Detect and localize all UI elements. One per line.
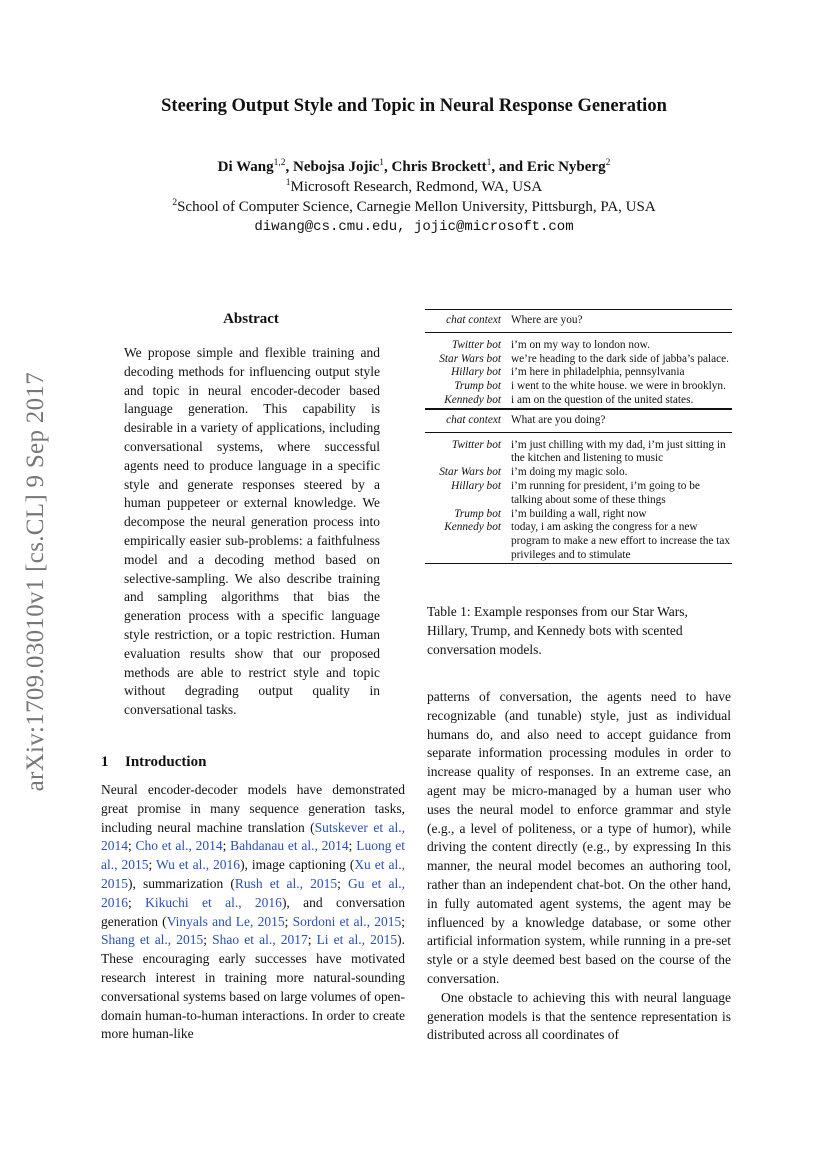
section-heading: 1 Introduction bbox=[101, 754, 207, 770]
table-row bbox=[425, 466, 732, 480]
citation-link[interactable]: Shao et al., 2017 bbox=[212, 932, 308, 948]
citation-link[interactable]: Shang et al., 2015 bbox=[101, 932, 204, 948]
paragraph: patterns of conversation, the agents need to have recognizable (and tunable) style, just as individual humans do, and also need to accept guidance from separate information processing modules in order to increase quality of responses. In an extreme case, an agent may be micro-managed by a human user who uses the neural model to enforce grammar and style (e.g., a level of politeness, or a type of humor), while driving the content directly (e.g., by expressing In this manner, the neural model becomes an authoring tool, rather than an independent chat-bot. On the other hand, in fully automated agent systems, the agent may be influenced by a knowledge database, or some other artificial information system, while running in a pre-set style or a style deemed best based on the course of the conversation. bbox=[427, 689, 731, 986]
response-cell: i’m doing my magic solo. bbox=[511, 466, 628, 479]
citation-link[interactable]: Cho et al., 2014 bbox=[135, 838, 223, 854]
author: Di Wang$^{1,2}$, bbox=[217, 158, 294, 175]
speaker-cell: Star Wars bot bbox=[439, 352, 501, 365]
introduction-paragraph bbox=[101, 781, 405, 1044]
context-label: chat context bbox=[446, 314, 501, 326]
table-caption: Table 1: Example responses from our Star Wars, Hillary, Trump, and Kennedy bots with scented conversation models. bbox=[427, 604, 688, 657]
affiliation: $^1$Microsoft Research, Redmond, WA, USA bbox=[285, 178, 543, 195]
paragraph: One obstacle to achieving this with neural language generation models is that the sentence representation is distributed across all coordinates of bbox=[427, 989, 731, 1043]
table-row bbox=[425, 310, 732, 333]
citation-link[interactable]: Wu et al., 2016 bbox=[155, 857, 241, 873]
table-row bbox=[425, 394, 732, 409]
intro-text: ), summarization ( bbox=[128, 875, 235, 891]
speaker-cell: Hillary bot bbox=[451, 479, 501, 492]
intro-text: ; bbox=[348, 838, 357, 854]
response-cell: i’m here in philadelphia, pennsylvania bbox=[511, 366, 685, 379]
author-emails: diwang@cs.cmu.edu, jojic@microsoft.com bbox=[254, 219, 574, 235]
table-row bbox=[425, 366, 732, 380]
paper-title: Steering Output Style and Topic in Neural Response Generation bbox=[161, 96, 667, 116]
speaker-cell: Twitter bot bbox=[425, 332, 511, 352]
table-row bbox=[425, 480, 732, 508]
author: Eric Nyberg$^2$ bbox=[526, 158, 611, 175]
intro-text: ; bbox=[203, 932, 213, 948]
citation-link[interactable]: Kikuchi et al., 2016 bbox=[145, 894, 282, 910]
citation-link[interactable]: Gu et al., 2016 bbox=[101, 875, 405, 910]
response-cell: i’m on my way to london now. bbox=[511, 332, 732, 352]
table-row bbox=[425, 332, 732, 352]
intro-text: ; bbox=[128, 894, 146, 910]
context-text: What are you doing? bbox=[511, 409, 732, 432]
body-text-right-column bbox=[427, 688, 731, 1045]
intro-text: ; bbox=[401, 913, 405, 929]
citation-link[interactable]: Bahdanau et al., 2014 bbox=[230, 838, 349, 854]
speaker-cell: Hillary bot bbox=[451, 366, 501, 379]
response-cell: i’m running for president, i’m going to be talking about some of these things bbox=[511, 479, 700, 506]
citation-link[interactable]: Sutskever et al., 2014 bbox=[101, 819, 405, 854]
example-responses-table bbox=[425, 309, 732, 564]
speaker-cell: Kennedy bot bbox=[444, 393, 501, 406]
table-row bbox=[425, 508, 732, 522]
response-cell: i went to the white house. we were in brooklyn. bbox=[511, 380, 726, 393]
abstract-text: We propose simple and flexible training and decoding methods for influencing output style and topic in neural encoder-decoder based language generation. This capability is desirable in a variety of applications, including conversational systems, where successful agents need to produce language in a specific style and generate responses steered by a human puppeteer or external knowledge. We decompose the neural generation process into empirically easier sub-problems: a faithfulness model and a decoding method based on selective-sampling. We also describe training and sampling algorithms that bias the generation process with a specific language style restriction, or a topic restriction. Human evaluation results show that our proposed methods are able to restrict style and topic without degrading output quality in conversational tasks. bbox=[124, 345, 380, 718]
intro-text: ; bbox=[284, 913, 293, 929]
table-row bbox=[425, 353, 732, 367]
intro-text: Neural encoder-decoder models have demonstrated great promise in many sequence generation tasks, including neural machine translation ( bbox=[101, 782, 405, 835]
affiliation: $^2$School of Computer Science, Carnegie Mellon University, Pittsburgh, PA, USA bbox=[172, 198, 656, 215]
response-cell: i’m building a wall, right now bbox=[511, 507, 647, 520]
citation-link[interactable]: Luong et al., 2015 bbox=[101, 838, 405, 873]
table-row bbox=[425, 521, 732, 563]
author: Nebojsa Jojic$^1$, bbox=[293, 158, 392, 175]
intro-text: ), and conversation generation ( bbox=[101, 894, 405, 929]
response-cell: today, i am asking the congress for a new program to make a new effort to increase the tax privileges and to stimulate bbox=[511, 521, 731, 561]
arxiv-identifier: arXiv:1709.03010v1 [cs.CL] 9 Sep 2017 bbox=[22, 372, 49, 792]
response-cell: i’m just chilling with my dad, i’m just sitting in the kitchen and listening to music bbox=[511, 432, 732, 466]
intro-text: ), image captioning ( bbox=[240, 857, 355, 873]
intro-text: ; bbox=[222, 838, 231, 854]
citation-link[interactable]: Rush et al., 2015 bbox=[234, 875, 338, 891]
citation-link[interactable]: Vinyals and Le, 2015 bbox=[166, 913, 285, 929]
author-list bbox=[0, 158, 828, 176]
speaker-cell: Trump bot bbox=[454, 507, 501, 520]
speaker-cell: Star Wars bot bbox=[439, 466, 501, 479]
intro-text: ; bbox=[148, 857, 156, 873]
citation-link[interactable]: Xu et al., 2015 bbox=[101, 857, 405, 891]
response-cell: we’re heading to the dark side of jabba’s palace. bbox=[511, 352, 729, 365]
intro-text: ; bbox=[337, 875, 349, 891]
intro-text: ). These encouraging early successes have motivated research interest in training more natural-sounding conversational systems based on large volumes of open-domain human-to-human interactions. In order to create more human-like bbox=[101, 932, 405, 1042]
citation-link[interactable]: Li et al., 2015 bbox=[316, 932, 398, 948]
citation-link[interactable]: Sordoni et al., 2015 bbox=[292, 913, 402, 929]
context-text: Where are you? bbox=[511, 314, 583, 326]
context-label: chat context bbox=[425, 409, 511, 432]
speaker-cell: Trump bot bbox=[454, 380, 501, 393]
abstract-heading: Abstract bbox=[223, 311, 279, 327]
intro-text: ; bbox=[307, 932, 317, 948]
intro-text: ; bbox=[128, 838, 136, 854]
response-cell: i am on the question of the united states. bbox=[511, 393, 694, 406]
table-row bbox=[425, 380, 732, 394]
author: Chris Brockett$^1$, and bbox=[391, 158, 527, 175]
table-row bbox=[425, 409, 732, 432]
speaker-cell: Twitter bot bbox=[425, 432, 511, 466]
speaker-cell: Kennedy bot bbox=[444, 521, 501, 534]
table-row bbox=[425, 432, 732, 466]
